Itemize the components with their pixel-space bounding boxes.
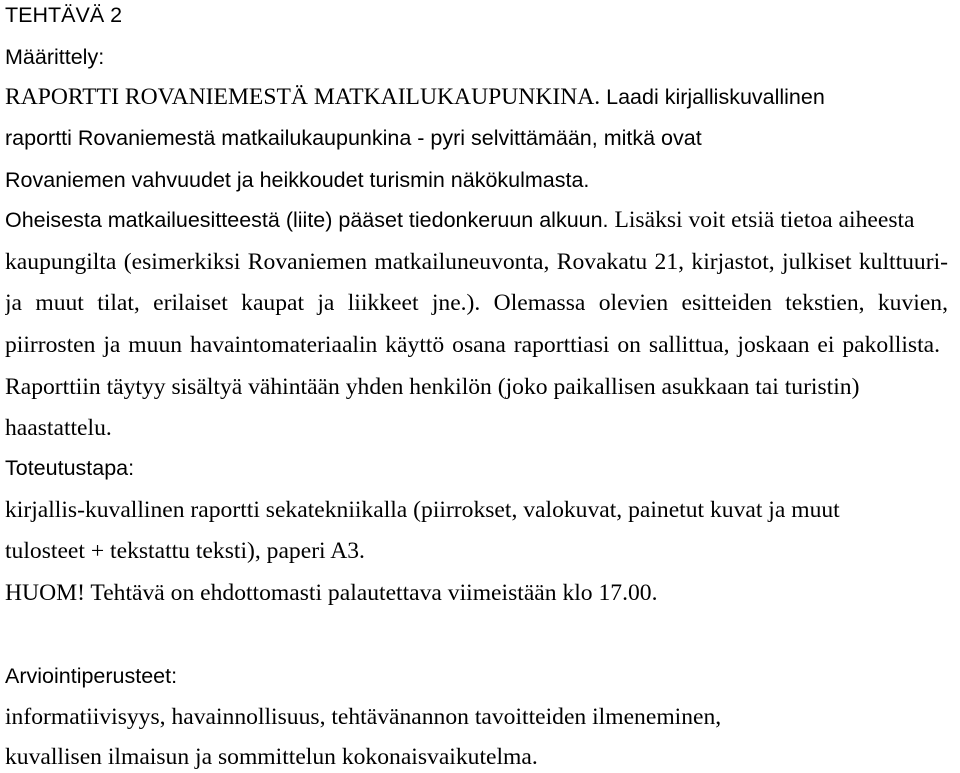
- definition-line: [5, 82, 825, 112]
- definition-line: raportti Rovaniemestä matkailukaupunkina - pyri selvittämään, mitkä ovat: [5, 126, 702, 150]
- definition-line: piirrosten ja muun havaintomateriaalin käyttö osana raporttiasi on sallittua, joskaan ei pakollista.: [5, 332, 940, 358]
- definition-text: Laadi kirjalliskuvallinen: [606, 85, 825, 109]
- definition-line: ja muut tilat, erilaiset kaupat ja liikkeet jne.). Olemassa olevien esitteiden tekstien, kuvien,: [5, 290, 948, 316]
- evaluation-line: informatiivisyys, havainnollisuus, tehtävänannon tavoitteiden ilmeneminen,: [5, 704, 722, 730]
- definition-text: Oheisesta matkailuesitteestä (liite) pääset tiedonkeruun alkuun.: [5, 208, 609, 232]
- definition-line: kaupungilta (esimerkiksi Rovaniemen matkailuneuvonta, Rovakatu 21, kirjastot, julkiset kulttuuri-: [5, 249, 948, 275]
- implementation-line: tulosteet + tekstattu teksti), paperi A3.: [5, 538, 365, 564]
- definition-line: haastattelu.: [5, 415, 112, 441]
- deadline-note: HUOM! Tehtävä on ehdottomasti palautettava viimeistään klo 17.00.: [5, 580, 658, 606]
- task-title: TEHTÄVÄ 2: [5, 3, 123, 27]
- definition-line: [5, 205, 915, 235]
- implementation-heading: Toteutustapa:: [5, 456, 135, 480]
- report-topic: RAPORTTI ROVANIEMESTÄ MATKAILUKAUPUNKINA.: [5, 84, 601, 110]
- evaluation-line: kuvallisen ilmaisun ja sommittelun kokonaisvaikutelma.: [5, 744, 538, 770]
- definition-line: Rovaniemen vahvuudet ja heikkoudet turismin näkökulmasta.: [5, 168, 590, 192]
- definition-line: Raporttiin täytyy sisältyä vähintään yhden henkilön (joko paikallisen asukkaan tai turistin): [5, 374, 860, 400]
- implementation-line: kirjallis-kuvallinen raportti sekatekniikalla (piirrokset, valokuvat, painetut kuvat ja muut: [5, 497, 840, 523]
- definition-text: Lisäksi voit etsiä tietoa aiheesta: [614, 207, 915, 233]
- definition-heading: Määrittely:: [5, 45, 105, 69]
- evaluation-heading: Arviointiperusteet:: [5, 664, 178, 688]
